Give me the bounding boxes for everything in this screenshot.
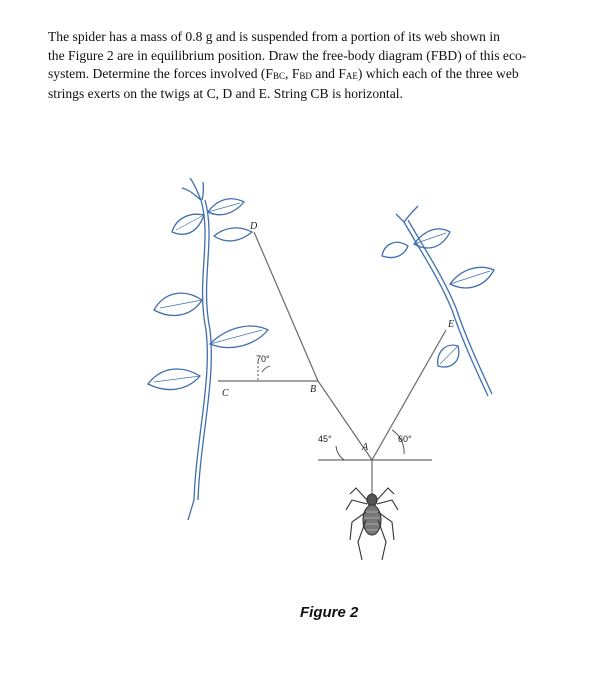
spider	[346, 488, 398, 560]
leaf-right-mid	[450, 267, 494, 288]
subscript-bd: BD	[299, 71, 312, 82]
label-c: C	[222, 388, 229, 399]
subscript-ae: AE	[345, 71, 358, 82]
leaf-right-upper	[414, 229, 450, 248]
angle-label-70: 70°	[256, 354, 270, 364]
left-top-sprig	[182, 178, 203, 200]
leaf-right-top-left	[382, 242, 408, 257]
problem-line-3-text-b: , F	[285, 66, 300, 82]
problem-line-4: strings exerts on the twigs at C, D and E. String CB is horizontal.	[48, 85, 403, 101]
angle-label-45: 45°	[318, 434, 332, 444]
leaf-small-d	[214, 228, 252, 241]
problem-line-1: The spider has a mass of 0.8 g and is suspended from a portion of its web shown in	[48, 29, 500, 44]
angle-markers	[258, 362, 432, 460]
right-plant	[382, 206, 494, 396]
label-b: B	[310, 384, 317, 395]
right-stem	[404, 222, 488, 396]
problem-line-3-text-c: and F	[311, 66, 346, 82]
right-top-sprig	[396, 206, 418, 222]
problem-line-2: the Figure 2 are in equilibrium position. Draw the free-body diagram (FBD) of this eco-	[48, 47, 527, 63]
arc-45	[336, 446, 344, 460]
figure-caption: Figure 2	[300, 604, 359, 621]
spider-head	[367, 494, 377, 506]
problem-line-3-text-d: ) which each of the three web	[357, 66, 519, 82]
subscript-bc: BC	[273, 71, 286, 82]
angle-label-60: 60°	[398, 434, 412, 444]
web-strings	[218, 232, 446, 494]
label-d: D	[250, 221, 258, 232]
label-a: A	[362, 442, 369, 453]
left-stem	[188, 200, 207, 520]
leaf-mid-right	[210, 326, 268, 347]
label-e: E	[448, 319, 455, 330]
problem-line-3-text-a: system. Determine the forces involved (F	[48, 66, 273, 82]
right-stem-inner	[408, 220, 492, 394]
arc-70	[262, 366, 270, 372]
